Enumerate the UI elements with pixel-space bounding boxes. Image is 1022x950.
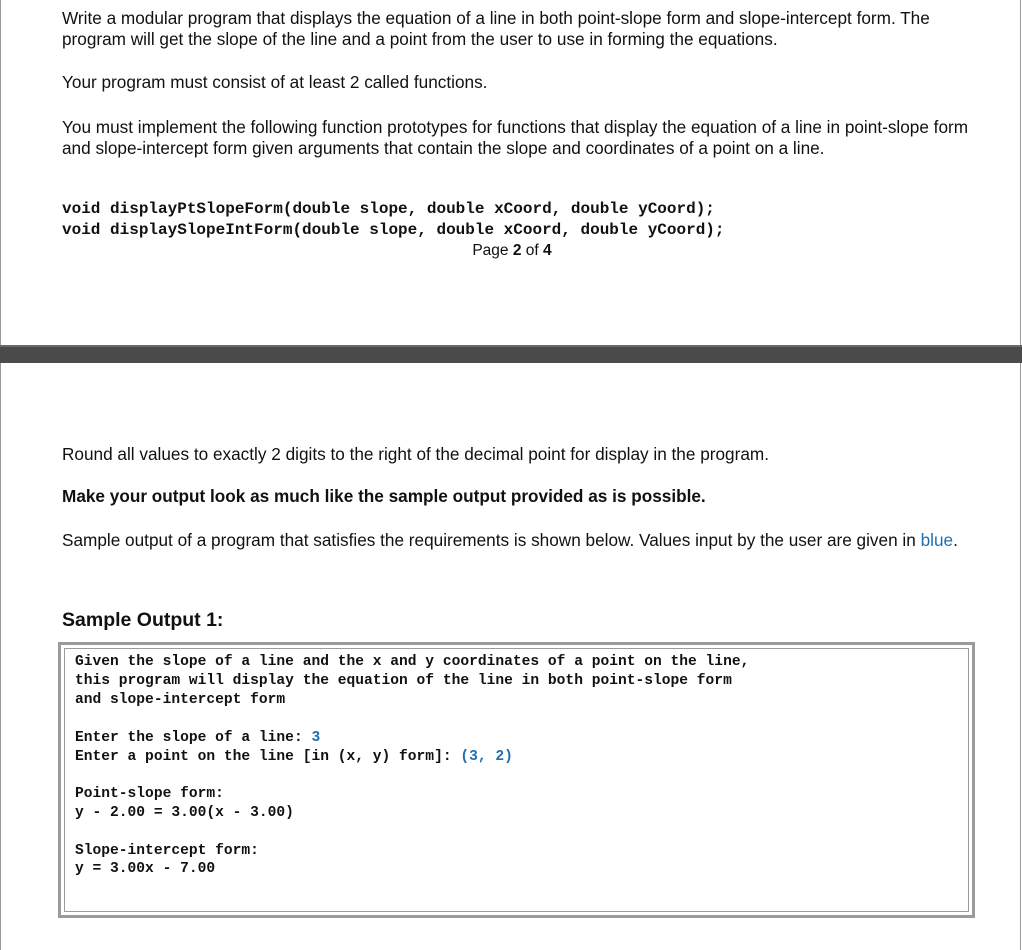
sample-line-1: Given the slope of a line and the x and y coordinates of a point on the line, — [75, 654, 750, 670]
output-instruction: Make your output look as much like the sample output provided as is possible. — [62, 486, 706, 506]
sample-input-slope: 3 — [311, 730, 321, 746]
prototype-pt-slope: void displayPtSlopeForm(double slope, double xCoord, double yCoord); — [62, 200, 715, 218]
intro-paragraph: Write a modular program that displays the equation of a line in both point-slope form and slope-intercept form. The program will get the slope of the line and a point from the user to use in forming the equations. — [62, 8, 930, 49]
rounding-paragraph: Round all values to exactly 2 digits to the right of the decimal point for display in the program. — [62, 444, 769, 464]
page-separator — [0, 345, 1022, 363]
document-page-2 — [0, 0, 1021, 345]
sample-output-heading: Sample Output 1: — [62, 609, 224, 631]
document-page-3 — [0, 363, 1021, 950]
page-number: Page 2 of 4 — [472, 242, 552, 259]
sample-prompt-point: Enter a point on the line [in (x, y) form]: (3, 2) — [75, 749, 513, 765]
sample-si-label: Slope-intercept form: — [75, 843, 259, 859]
prototypes-paragraph: You must implement the following function prototypes for functions that display the equation of a line in point-slope form and slope-intercept form given arguments that contain the slope and coordinates of a point on a line. — [62, 117, 969, 158]
blue-word: blue — [920, 530, 954, 550]
sample-ps-label: Point-slope form: — [75, 786, 224, 802]
sample-intro-paragraph: Sample output of a program that satisfies the requirements is shown below. Values input by the user are given in blue. — [62, 530, 958, 550]
prototype-slope-int: void displaySlopeIntForm(double slope, double xCoord, double yCoord); — [62, 221, 725, 239]
sample-line-3: and slope-intercept form — [75, 692, 286, 708]
sample-prompt-slope: Enter the slope of a line: 3 — [75, 730, 321, 746]
functions-requirement: Your program must consist of at least 2 called functions. — [62, 72, 488, 92]
sample-ps-equation: y - 2.00 = 3.00(x - 3.00) — [75, 805, 294, 821]
sample-line-2: this program will display the equation of the line in both point-slope form — [75, 673, 732, 689]
sample-input-point: (3, 2) — [460, 749, 513, 765]
sample-si-equation: y = 3.00x - 7.00 — [75, 861, 216, 877]
